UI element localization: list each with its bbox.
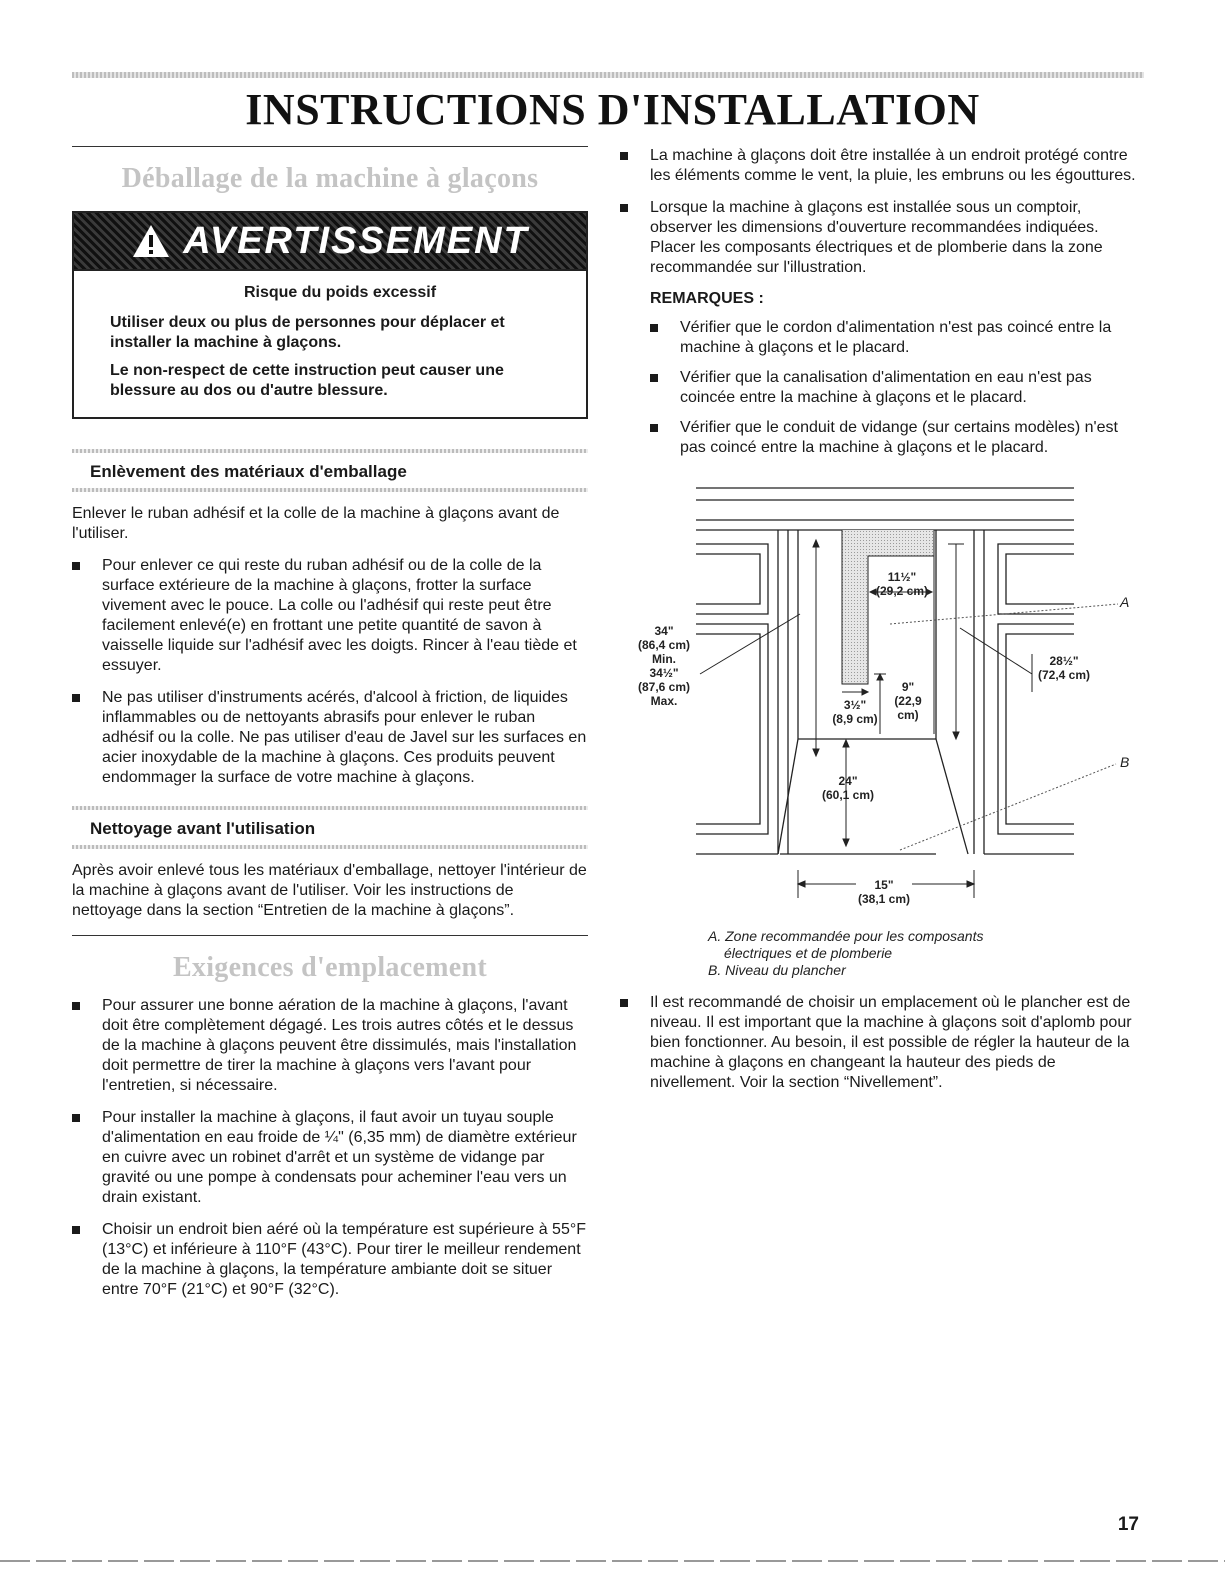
subheading-cleaning	[72, 806, 588, 849]
legend-a-cont: électriques et de plomberie	[724, 945, 893, 961]
installation-diagram	[620, 474, 1145, 914]
bottom-rule	[0, 1560, 1225, 1562]
section-rule	[72, 146, 588, 147]
diagram-legend	[620, 928, 1145, 979]
list-item: Ne pas utiliser d'instruments acérés, d'alcool à friction, de liquides inflammables ou de nettoyants abrasifs pour enlever le ruban adhésif ou la colle. Ne pas utiliser d'eau de Javel sur les surfaces en acier inoxydable de la machine à glaçons. Ces produits peuvent endommager la surface de votre machine à glaçons.	[72, 688, 588, 788]
list-item: Vérifier que le conduit de vidange (sur certains modèles) n'est pas coincé entre la machine à glaçons et le placard.	[620, 418, 1145, 458]
install-list	[620, 146, 1145, 278]
label-a: A	[1120, 594, 1130, 610]
page-number: 17	[1117, 1514, 1139, 1535]
list-item: Il est recommandé de choisir un emplacement où le plancher est de niveau. Il est important que la machine à glaçons soit d'aplomb pour bien fonctionner. Au besoin, il est possible de régler la hauteur de la machine à glaçons en changeant la hauteur des pieds de nivellement. Voir la section “Nivellement”.	[620, 993, 1145, 1093]
list-item: Vérifier que le cordon d'alimentation n'est pas coincé entre la machine à glaçons et le placard.	[620, 318, 1145, 358]
left-column	[72, 146, 588, 1300]
list-item: Pour enlever ce qui reste du ruban adhésif ou de la colle de la surface extérieure de la machine à glaçons, frotter la surface vivement avec le pouce. La colle ou l'adhésif qui reste peut être facilement enlevé(e) en frottant une petite quantité de savon à vaisselle liquide sur l'adhésif avec les doigts. Rincer à l'eau tiède et essuyer.	[72, 556, 588, 676]
remarks-list	[620, 318, 1145, 458]
subheading-cleaning-text: Nettoyage avant l'utilisation	[90, 819, 316, 838]
list-item: Vérifier que la canalisation d'alimentation en eau n'est pas coincée entre la machine à glaçons et le placard.	[620, 368, 1145, 408]
dim-zone-height: 9" (22,9 cm)	[894, 680, 922, 722]
top-rule	[72, 72, 1144, 78]
right-column	[620, 146, 1145, 1093]
section-heading-unpacking: Déballage de la machine à glaçons	[121, 163, 539, 194]
legend-b: B. Niveau du plancher	[708, 962, 846, 978]
packaging-intro: Enlever le ruban adhésif et la colle de la machine à glaçons avant de l'utiliser.	[72, 505, 560, 542]
dim-zone-width: 11½" (29,2 cm)	[875, 570, 929, 598]
warning-risk: Risque du poids excessif	[243, 284, 437, 301]
subheading-packaging-text: Enlèvement des matériaux d'emballage	[90, 462, 407, 481]
packaging-list	[72, 556, 588, 788]
remarks-label: REMARQUES :	[650, 290, 764, 307]
warning-line-1: Utiliser deux ou plus de personnes pour déplacer et installer la machine à glaçons.	[110, 314, 505, 351]
subheading-packaging	[72, 449, 588, 492]
list-item: Pour assurer une bonne aération de la machine à glaçons, l'avant doit être complètement dégagé. Les trois autres côtés et le dessus de la machine à glaçons peuvent être dissimulés, mais l'installation doit permettre de tirer la machine à glaçons vers l'avant pour l'entretien, si nécessaire.	[72, 996, 588, 1096]
list-item: Lorsque la machine à glaçons est installée sous un comptoir, observer les dimensions d'ouverture recommandées indiquées. Placer les composants électriques et de plomberie dans la zone recommandée sur l'illustration.	[620, 198, 1145, 278]
warning-triangle-icon	[131, 223, 171, 259]
dim-width-15: 15" (38,1 cm)	[857, 878, 911, 906]
list-item: Choisir un endroit bien aéré où la température est supérieure à 55°F (13°C) et inférieure à 110°F (43°C). Pour tirer le meilleur rendement de la machine à glaçons, la température ambiante doit se situer entre 70°F (21°C) et 90°F (32°C).	[72, 1220, 588, 1300]
legend-a: A. Zone recommandée pour les composants	[708, 928, 984, 944]
dim-depth-24: 24" (60,1 cm)	[821, 774, 875, 802]
section-heading-location: Exigences d'emplacement	[172, 952, 488, 983]
section-rule	[72, 935, 588, 936]
level-list	[620, 993, 1145, 1093]
cleaning-text: Après avoir enlevé tous les matériaux d'emballage, nettoyer l'intérieur de la machine à glaçons avant de l'utiliser. Voir les instructions de nettoyage dans la section “Entretien de la machine à glaçons”.	[72, 862, 587, 919]
warning-banner-text: AVERTISSEMENT	[183, 219, 529, 262]
label-b: B	[1120, 754, 1130, 770]
location-list	[72, 996, 588, 1300]
list-item: Pour installer la machine à glaçons, il faut avoir un tuyau souple d'alimentation en eau froide de ¼" (6,35 mm) de diamètre extérieur en cuivre avec un robinet d'arrêt et un système de vidange par gravité ou une pompe à condensats pour acheminer l'eau vers un drain existant.	[72, 1108, 588, 1208]
dim-side-depth: 28½" (72,4 cm)	[1037, 654, 1091, 682]
warning-header	[74, 213, 586, 271]
dim-zone-small: 3½" (8,9 cm)	[832, 698, 878, 726]
page-title: INSTRUCTIONS D'INSTALLATION	[245, 85, 980, 134]
warning-box	[72, 211, 588, 419]
dim-height-34: 34" (86,4 cm) Min. 34½" (87,6 cm) Max.	[637, 624, 691, 708]
warning-line-2: Le non-respect de cette instruction peut causer une blessure au dos ou d'autre blessure.	[110, 362, 504, 399]
list-item: La machine à glaçons doit être installée à un endroit protégé contre les éléments comme le vent, la pluie, les embruns ou les égouttures.	[620, 146, 1145, 186]
